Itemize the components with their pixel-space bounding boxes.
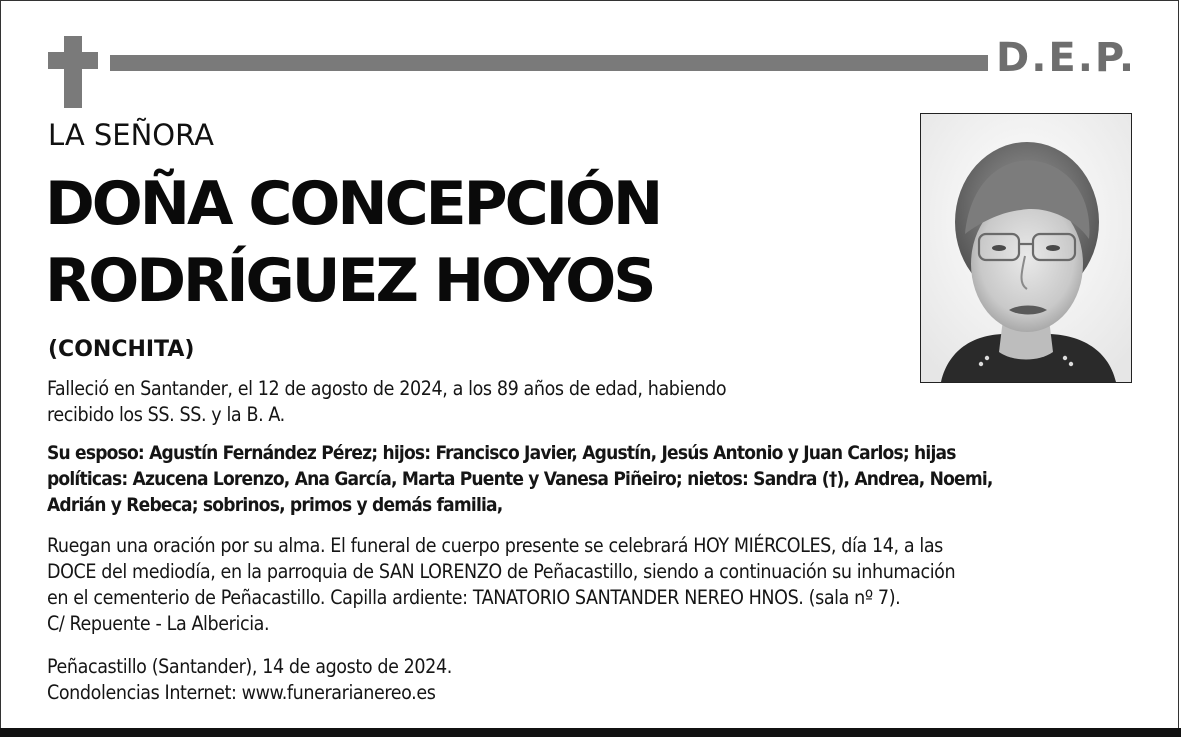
name-line-1: DOÑA CONCEPCIÓN: [45, 169, 661, 239]
bottom-border: [0, 728, 1181, 737]
family-list: [47, 440, 1147, 518]
closing: [47, 654, 1047, 706]
portrait-photo: [920, 113, 1132, 383]
honorific: LA SEÑORA: [48, 118, 214, 152]
death-notice-line: Falleció en Santander, el 12 de agosto de 2024, a los 89 años de edad, habiendo: [47, 377, 727, 400]
death-notice: [47, 376, 877, 428]
dep-label: D.E.P.: [996, 35, 1137, 81]
family-line: Su esposo: Agustín Fernández Pérez; hijos: Francisco Javier, Agustín, Jesús Antonio y Juan Carlos; hijas: [47, 442, 956, 464]
funeral-line: en el cementerio de Peñacastillo. Capilla ardiente: TANATORIO SANTANDER NEREO HNOS. (sala nº 7).: [47, 586, 901, 609]
funeral-line: C/ Repuente - La Albericia.: [47, 612, 270, 635]
death-notice-line: recibido los SS. SS. y la B. A.: [47, 403, 285, 426]
condolences-link[interactable]: Condolencias Internet: www.funerarianereo.es: [47, 681, 436, 704]
funeral-line: Ruegan una oración por su alma. El funeral de cuerpo presente se celebrará HOY MIÉRCOLES, día 14, a las: [47, 534, 943, 557]
place-date: Peñacastillo (Santander), 14 de agosto de 2024.: [47, 655, 452, 678]
header-rule: [110, 55, 988, 71]
family-line: políticas: Azucena Lorenzo, Ana García, Marta Puente y Vanesa Piñeiro; nietos: Sandra (†), Andrea, Noemi,: [47, 468, 993, 490]
portrait-image: [921, 114, 1131, 382]
funeral-line: DOCE del mediodía, en la parroquia de SAN LORENZO de Peñacastillo, siendo a continuación su inhumación: [47, 560, 956, 583]
family-line: Adrián y Rebeca; sobrinos, primos y demás familia,: [47, 494, 503, 516]
nickname: (CONCHITA): [48, 337, 195, 362]
cross-icon: [48, 36, 98, 108]
deceased-name: [45, 166, 660, 320]
name-line-2: RODRÍGUEZ HOYOS: [45, 246, 654, 316]
funeral-details: [47, 533, 1147, 637]
